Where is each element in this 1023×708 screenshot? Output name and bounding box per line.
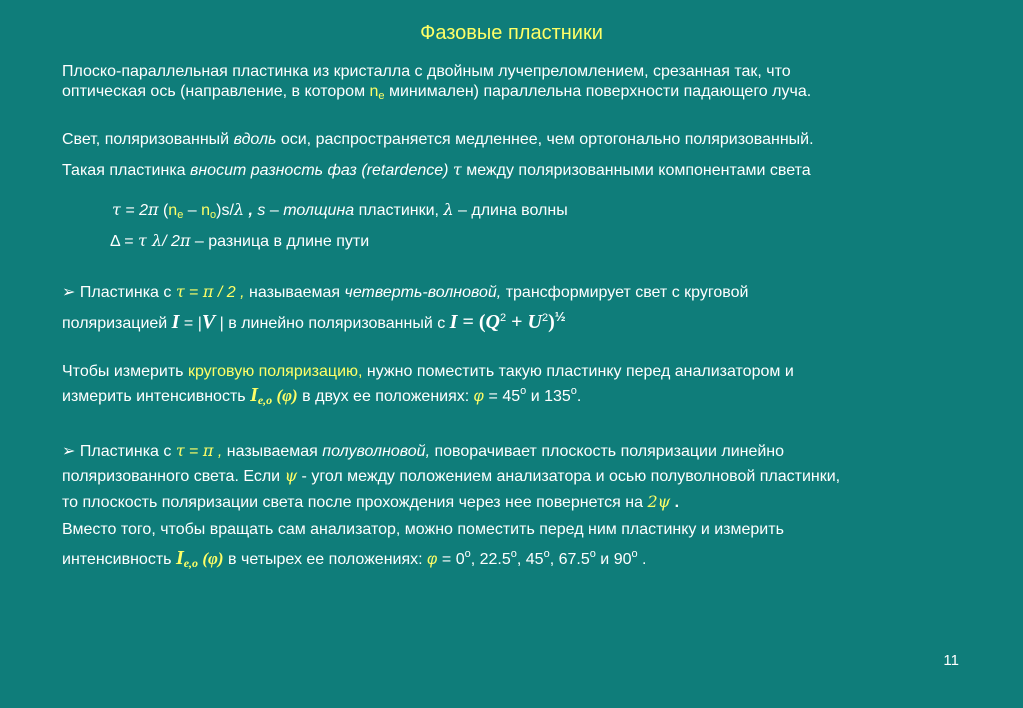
angle-value: , 45 bbox=[516, 551, 544, 568]
quarter-frac: / 2 , bbox=[213, 284, 245, 301]
close-paren: ) bbox=[548, 311, 555, 333]
angle-value: , 67.5 bbox=[549, 551, 590, 568]
half-text-3a: то плоскость поляризации света после прохождения через нее повернется на bbox=[62, 494, 648, 511]
slide-title: Фазовые пластники bbox=[420, 22, 603, 44]
phi-symbol: φ bbox=[427, 551, 438, 568]
phi-symbol: φ bbox=[473, 388, 485, 405]
tau-symbol: τ bbox=[175, 441, 185, 460]
degree-sign: o bbox=[510, 548, 517, 560]
half-text-5b: в четырех ее положениях: bbox=[223, 551, 428, 568]
formula-delta bbox=[110, 231, 369, 252]
intro-text-2a: оптическая ось (направление, в котором bbox=[62, 83, 370, 100]
degree-sign: o bbox=[464, 548, 471, 560]
formula-tau bbox=[112, 200, 568, 221]
tau-symbol: τ bbox=[138, 231, 147, 250]
light-text-2b: между поляризованными компонентами света bbox=[461, 162, 811, 179]
half-line-1 bbox=[62, 441, 784, 462]
ne-subscript: e bbox=[177, 209, 184, 221]
path-difference-label: – разница в длине пути bbox=[190, 233, 370, 250]
quarter-line-2 bbox=[62, 309, 566, 334]
eo-subscript: e,o bbox=[257, 393, 273, 407]
measure-text-b: нужно поместить такую пластинку перед анализатором и bbox=[362, 363, 794, 380]
half-line-4 bbox=[62, 520, 784, 540]
quarter-eq3: = ( bbox=[457, 311, 486, 333]
lambda-symbol: λ bbox=[233, 200, 245, 219]
half-line-5 bbox=[62, 548, 647, 570]
quarter-bar: | bbox=[215, 315, 224, 332]
measure-text-2a: измерить интенсивность bbox=[62, 388, 251, 405]
degree-sign: o bbox=[589, 548, 596, 560]
no-symbol: n bbox=[201, 202, 211, 219]
phi-argument: (φ) bbox=[272, 386, 298, 405]
tau-symbol: τ bbox=[452, 160, 462, 179]
intro-line-1 bbox=[62, 62, 791, 82]
half-text-b: называемая bbox=[222, 443, 323, 460]
quarter-text-b: называемая bbox=[244, 284, 345, 301]
s-symbol: s bbox=[257, 202, 266, 219]
thickness-label: толщина bbox=[283, 202, 355, 219]
v-symbol: V bbox=[201, 311, 216, 333]
light-text-1a: Свет, поляризованный bbox=[62, 131, 234, 148]
light-italic-retardence: вносит разность фаз (retardence) bbox=[190, 162, 453, 179]
light-line-2 bbox=[62, 160, 811, 181]
quarter-text-2b: в линейно поляризованный с bbox=[223, 315, 450, 332]
period: . bbox=[670, 494, 680, 511]
quarter-eq: = bbox=[184, 284, 203, 301]
angle-value: = 0 bbox=[437, 551, 465, 568]
pi-symbol: π bbox=[179, 231, 191, 250]
eo-subscript: e,o bbox=[183, 556, 199, 570]
ne-symbol: n bbox=[168, 202, 178, 219]
pi-symbol: π bbox=[148, 200, 159, 219]
intensity-symbol: I bbox=[250, 384, 258, 406]
intensity-symbol: I bbox=[171, 311, 180, 333]
half-comma: , bbox=[213, 443, 223, 460]
plus-sign: + bbox=[506, 311, 528, 333]
angle-value: , 22.5 bbox=[470, 551, 511, 568]
delta-symbol: Δ bbox=[110, 233, 120, 250]
circular-polarization-highlight: круговую поляризацию, bbox=[187, 363, 363, 380]
half-text-c: поворачивает плоскость поляризации линейно bbox=[430, 443, 785, 460]
u-symbol: U bbox=[527, 311, 542, 333]
half-text-2b: - угол между положением анализатора и осью полуволновой пластинки, bbox=[297, 468, 841, 485]
light-text-1b: оси, распространяется медленнее, чем ортогонально поляризованный. bbox=[276, 131, 814, 148]
q-symbol: Q bbox=[485, 311, 500, 333]
half-exponent: ½ bbox=[554, 309, 566, 324]
quarter-line-1 bbox=[62, 282, 748, 303]
formula-eq: = 2 bbox=[120, 202, 148, 219]
angle-value: = 45 bbox=[484, 388, 521, 405]
formula-minus: – bbox=[183, 202, 202, 219]
ne-subscript: e bbox=[378, 90, 385, 102]
plate-label: пластинки, bbox=[354, 202, 444, 219]
tau-symbol: τ bbox=[112, 200, 121, 219]
lambda-symbol: λ bbox=[443, 200, 454, 219]
intro-line-2 bbox=[62, 82, 811, 102]
bullet-arrow-icon: ➢ bbox=[62, 441, 76, 460]
angle-value: и 90 bbox=[595, 551, 632, 568]
ne-symbol: n bbox=[369, 83, 379, 100]
bullet-arrow-icon: ➢ bbox=[62, 282, 76, 301]
half-eq: = bbox=[184, 443, 203, 460]
intensity-symbol: I bbox=[175, 547, 184, 569]
two-psi-symbol: 2ψ bbox=[647, 492, 671, 511]
half-line-3 bbox=[62, 492, 679, 513]
half-text-5a: интенсивность bbox=[62, 551, 176, 568]
half-text-4: Вместо того, чтобы вращать сам анализатор, можно поместить перед ним пластинку и измерить bbox=[62, 521, 784, 538]
degree-sign: o bbox=[520, 385, 527, 397]
half-line-2 bbox=[62, 466, 840, 487]
intensity-symbol: I bbox=[449, 311, 458, 333]
psi-symbol: ψ bbox=[284, 466, 298, 485]
intro-text-2b: минимален) параллельна поверхности падающего луча. bbox=[384, 83, 812, 100]
formula-comma: , bbox=[244, 202, 258, 219]
tau-symbol: τ bbox=[175, 282, 185, 301]
formula-open: ( bbox=[158, 202, 169, 219]
wavelength-label: – длина волны bbox=[453, 202, 568, 219]
intro-text-1: Плоско-параллельная пластинка из кристалла с двойным лучепреломлением, срезанная так, что bbox=[62, 63, 791, 80]
formula-slash: / 2 bbox=[162, 233, 180, 250]
formula-dash: – bbox=[265, 202, 284, 219]
square-exponent: 2 bbox=[541, 312, 549, 324]
degree-sign: o bbox=[543, 548, 550, 560]
measure-text-2b: в двух ее положениях: bbox=[297, 388, 474, 405]
light-italic-along: вдоль bbox=[233, 131, 277, 148]
quarter-text-2a: поляризацией bbox=[62, 315, 172, 332]
lambda-symbol: λ bbox=[146, 231, 163, 250]
no-subscript: o bbox=[210, 209, 217, 221]
degree-sign: o bbox=[631, 548, 638, 560]
half-italic: полуволновой, bbox=[322, 443, 431, 460]
period: . bbox=[637, 551, 647, 568]
measure-text-a: Чтобы измерить bbox=[62, 363, 188, 380]
measure-line-2 bbox=[62, 385, 581, 407]
light-line-1 bbox=[62, 130, 814, 150]
period: . bbox=[576, 388, 582, 405]
quarter-italic: четверть-волновой, bbox=[344, 284, 502, 301]
angle-value: и 135 bbox=[526, 388, 571, 405]
formula-close: )s/ bbox=[216, 202, 234, 219]
degree-sign: o bbox=[570, 385, 577, 397]
phi-argument: (φ) bbox=[198, 549, 224, 568]
formula-eq: = bbox=[119, 233, 139, 250]
pi-symbol: π bbox=[202, 282, 214, 301]
page-number: 11 bbox=[943, 652, 959, 669]
light-text-2a: Такая пластинка bbox=[62, 162, 191, 179]
measure-line-1 bbox=[62, 362, 794, 382]
quarter-text-a: Пластинка с bbox=[75, 284, 176, 301]
half-text-2a: поляризованного света. Если bbox=[62, 468, 285, 485]
square-exponent: 2 bbox=[499, 312, 507, 324]
quarter-eq2: = | bbox=[179, 315, 202, 332]
half-text-a: Пластинка с bbox=[75, 443, 176, 460]
quarter-text-c: трансформирует свет с круговой bbox=[501, 284, 749, 301]
pi-symbol: π bbox=[202, 441, 214, 460]
